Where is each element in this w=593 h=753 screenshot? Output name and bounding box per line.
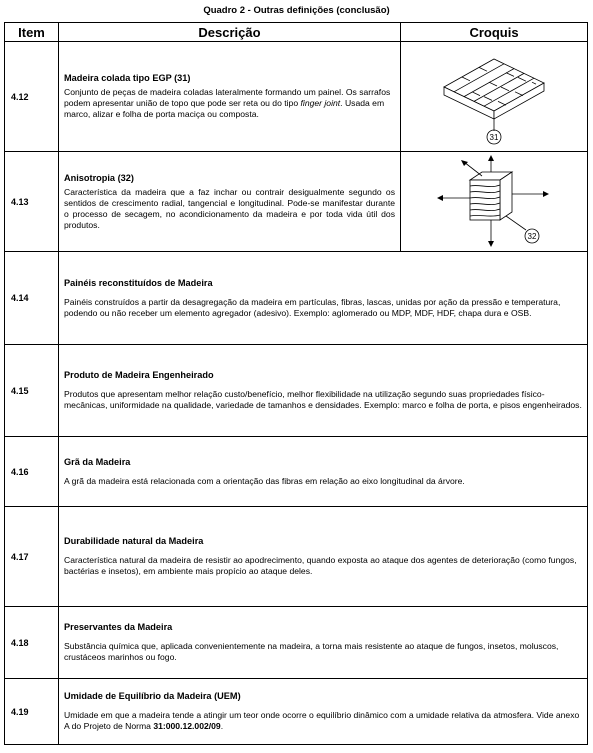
table-row (5, 252, 588, 345)
item-number: 4.15 (5, 345, 59, 437)
anisotropy-sketch (434, 154, 554, 250)
table-row (5, 507, 588, 607)
description-cell (59, 507, 588, 607)
definition-title: Produto de Madeira Engenheirado (64, 370, 214, 380)
description-cell (59, 252, 588, 345)
header-row (5, 23, 588, 42)
definition-title: Grã da Madeira (64, 456, 131, 467)
table-row (5, 345, 588, 437)
definition-title: Durabilidade natural da Madeira (64, 536, 204, 546)
description-cell (59, 42, 401, 152)
item-number: 4.14 (5, 252, 59, 345)
sketch-cell (401, 152, 588, 252)
description-cell (59, 152, 401, 252)
header-item: Item (5, 23, 59, 42)
definition-text: Substância química que, aplicada convenientemente na madeira, a torna mais resistente ao ataque de fungos, insetos, moluscos, crustáceos marinhos ou fogo. (64, 641, 559, 662)
description-cell (59, 607, 588, 679)
description-cell (59, 679, 588, 745)
definition-text: Painéis construídos a partir da desagregação da madeira em partículas, fibras, lascas, unidas por ação da pressão e temperatura, podendo ou não receber um elemento agregador (adesivo). Exemplo: aglomerado ou MDP, MDF, HDF, chapa dura e OSB. (64, 296, 561, 318)
definition-title: Umidade de Equilíbrio da Madeira (UEM) (64, 691, 241, 701)
table-row (5, 152, 588, 252)
glued-panel-sketch (434, 47, 554, 147)
header-descricao: Descrição (59, 23, 401, 42)
definition-text: Umidade em que a madeira tende a atingir um teor onde ocorre o equilíbrio dinâmico com a umidade relativa da atmosfera. Vide anexo A do Projeto de Norma 31:000.12.002/09. (64, 710, 580, 731)
table-row (5, 42, 588, 152)
header-croquis: Croquis (401, 23, 588, 42)
definition-text: Produtos que apresentam melhor relação custo/benefício, melhor flexibilidade na utilização segundo suas propriedades físico-mecânicas, uniformidade na qualidade, variedade de tamanhos e densidades. Exemplo: marco e folha de porta, e pisos engenheirados. (64, 389, 582, 410)
definitions-table (4, 22, 588, 745)
item-number: 4.16 (5, 437, 59, 507)
item-number: 4.19 (5, 679, 59, 745)
item-number: 4.17 (5, 507, 59, 607)
definition-text: A grã da madeira está relacionada com a orientação das fibras em relação ao eixo longitudinal da árvore. (64, 475, 465, 486)
description-cell (59, 345, 588, 437)
definition-title: Painéis reconstituídos de Madeira (64, 277, 213, 288)
definition-text: Característica da madeira que a faz inchar ou contrair desigualmente segundo os sentidos de crescimento radial, tangencial e longitudinal. Pode-se manifestar durante o processo de secagem, no acondicionamento da madeira e por toda vida útil dos produtos. (64, 186, 395, 230)
definition-title: Madeira colada tipo EGP (31) (64, 73, 191, 83)
table-row (5, 437, 588, 507)
item-number: 4.18 (5, 607, 59, 679)
description-cell (59, 437, 588, 507)
definition-text: Conjunto de peças de madeira coladas lateralmente formando um painel. Os sarrafos podem apresentar união de topo que pode ser reta ou do tipo finger joint. Usada em marco, alizar e folha de porta maciça ou composta. (64, 87, 391, 119)
item-number: 4.13 (5, 152, 59, 252)
definition-title: Preservantes da Madeira (64, 622, 173, 632)
table-row (5, 607, 588, 679)
definition-title: Anisotropia (32) (64, 172, 134, 183)
item-number: 4.12 (5, 42, 59, 152)
table-caption: Quadro 2 - Outras definições (conclusão) (203, 5, 390, 16)
sketch-label: 31 (489, 132, 499, 142)
sketch-cell (401, 42, 588, 152)
sketch-label: 32 (527, 231, 537, 241)
table-row (5, 679, 588, 745)
definition-text: Característica natural da madeira de resistir ao apodrecimento, quando exposta ao ataque dos agentes de deterioração (como fungos, bactérias e insetos), em ambiente mais propício ao ataque deles. (64, 555, 577, 576)
